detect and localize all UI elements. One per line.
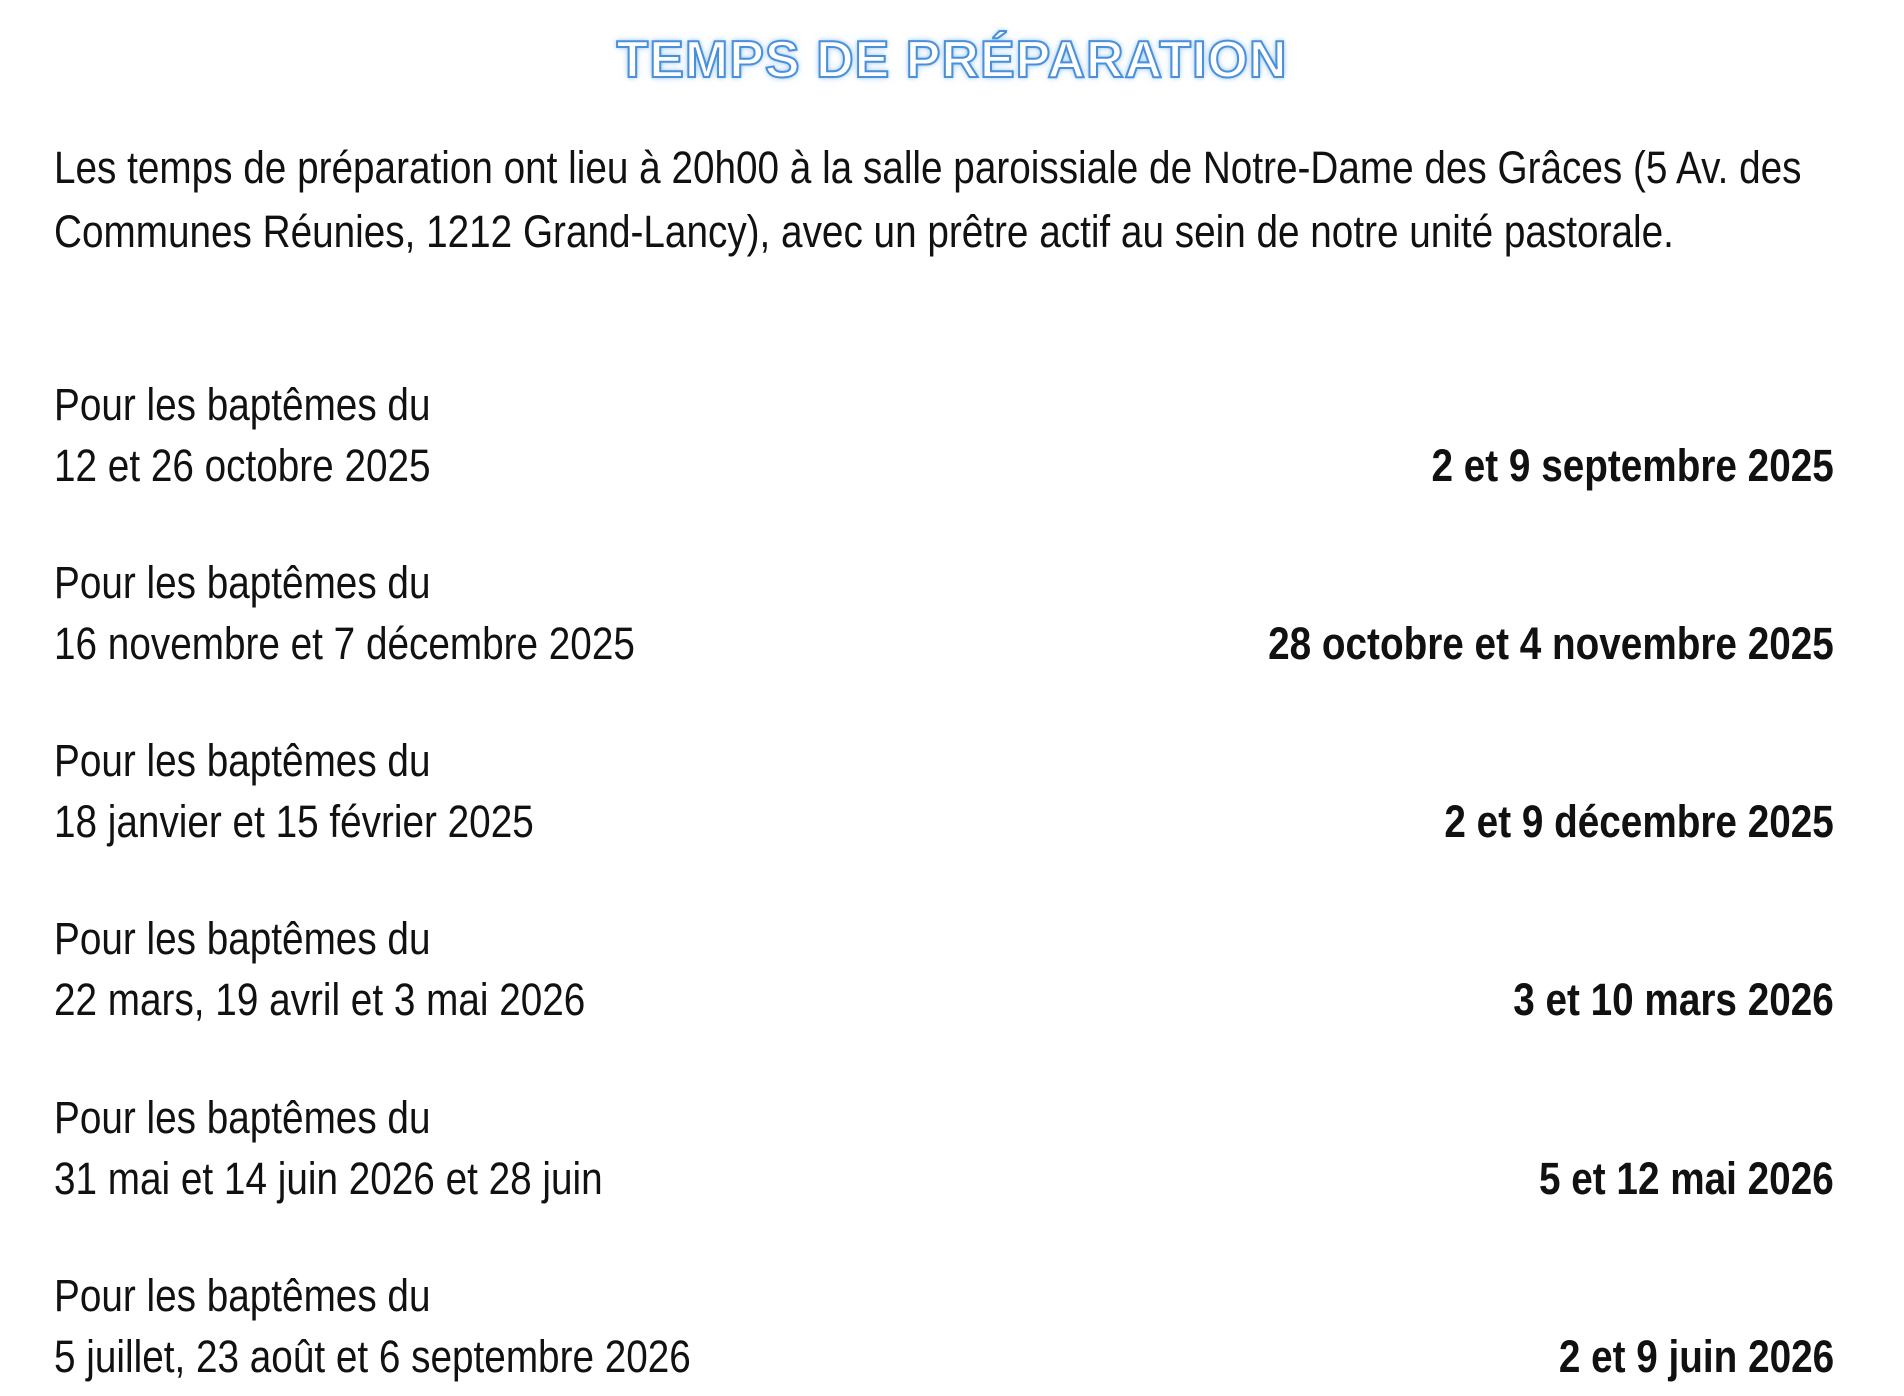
intro-paragraph: Les temps de préparation ont lieu à 20h00 à la salle paroissiale de Notre-Dame des Grâces (5 Av. des Communes Réunies, 1212 Grand-Lancy), avec un prêtre actif au sein de notre unité pastorale. [54,142,1802,257]
entry-label: Pour les baptêmes du [54,1092,431,1143]
preparation-dates: 28 octobre et 4 novembre 2025 [1268,618,1834,669]
schedule-entry [54,1266,1834,1396]
entry-label: Pour les baptêmes du [54,1270,431,1321]
page-title: TEMPS DE PRÉPARATION [616,31,1288,89]
baptism-dates: 12 et 26 octobre 2025 [54,440,431,491]
schedule-entry [54,1088,1834,1218]
schedule-entry [54,375,1834,505]
preparation-dates: 3 et 10 mars 2026 [1513,974,1834,1025]
preparation-dates: 5 et 12 mai 2026 [1539,1153,1834,1204]
baptism-dates: 5 juillet, 23 août et 6 septembre 2026 [54,1331,691,1382]
preparation-dates: 2 et 9 septembre 2025 [1431,440,1834,491]
schedule-entry [54,731,1834,861]
baptism-dates: 16 novembre et 7 décembre 2025 [54,618,635,669]
baptism-dates: 31 mai et 14 juin 2026 et 28 juin [54,1153,603,1204]
schedule-entry [54,553,1834,683]
baptism-dates: 22 mars, 19 avril et 3 mai 2026 [54,974,586,1025]
entry-label: Pour les baptêmes du [54,735,431,786]
baptism-dates: 18 janvier et 15 février 2025 [54,796,534,847]
entry-label: Pour les baptêmes du [54,557,431,608]
preparation-dates: 2 et 9 juin 2026 [1558,1331,1834,1382]
entry-label: Pour les baptêmes du [54,379,431,430]
preparation-dates: 2 et 9 décembre 2025 [1444,796,1834,847]
schedule-entry [54,909,1834,1039]
entry-label: Pour les baptêmes du [54,913,431,964]
